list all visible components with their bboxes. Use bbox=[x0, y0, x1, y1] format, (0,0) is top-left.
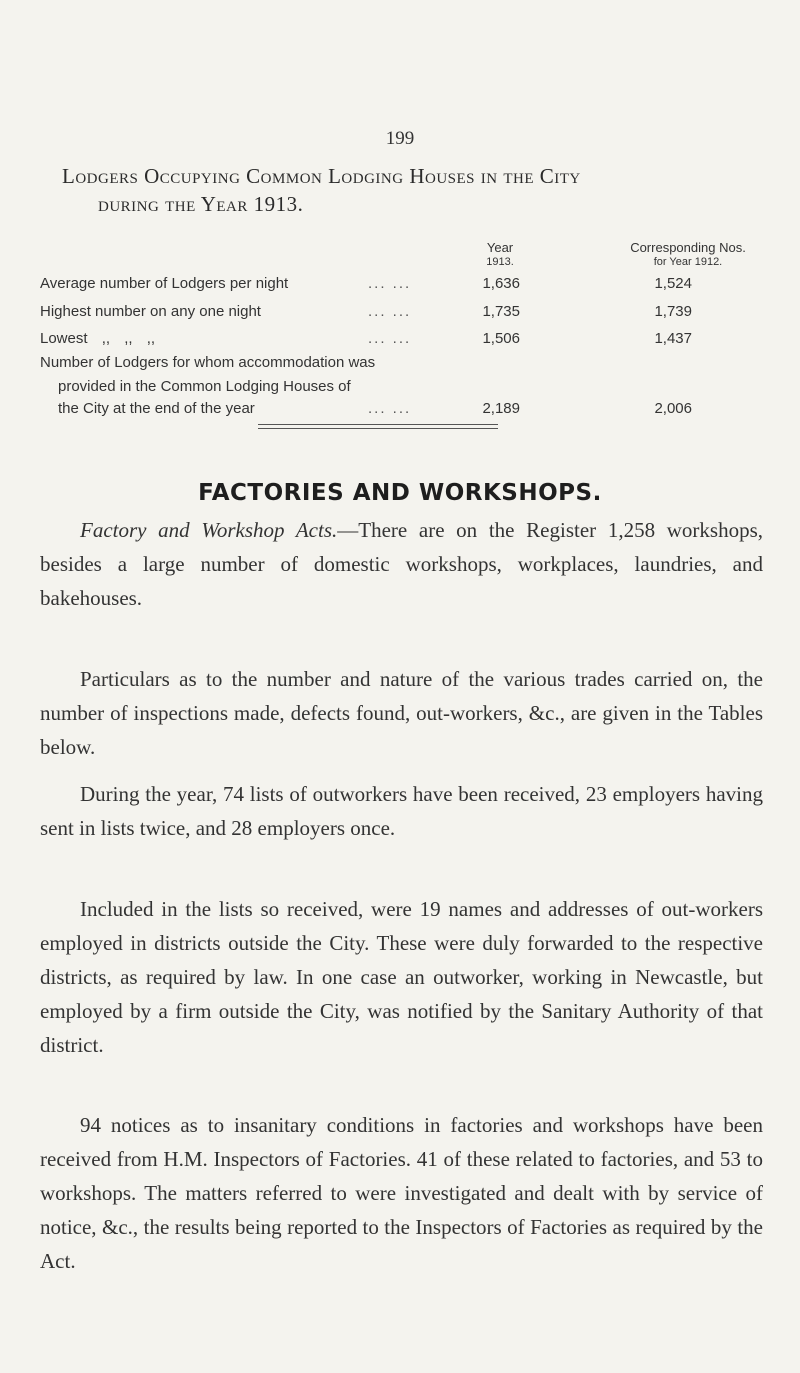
row-accommodation-label-2: provided in the Common Lodging Houses of bbox=[58, 378, 351, 395]
paragraph-1-text: —There are on the Register 1,258 workshops, besides a large number of domestic workshops, workplaces, laundries, and bakehouses. bbox=[40, 518, 763, 610]
row-highest-dots: ... ... bbox=[368, 303, 412, 320]
col-header-1912 bbox=[608, 240, 768, 270]
paragraph-4: Included in the lists so received, were 19 names and addresses of out-workers employed in districts outside the City. These were duly forwarded to the respective districts, as required by law. In one case an outworker, working in Newcastle, but employed by a firm outside the City, was notified by the Sanitary Authority of that district. bbox=[40, 897, 763, 1057]
section-divider bbox=[258, 424, 498, 429]
row-lowest-label: Lowest ,, ,, ,, bbox=[40, 330, 156, 347]
row-highest-1913: 1,735 bbox=[482, 303, 520, 320]
row-highest-label: Highest number on any one night bbox=[40, 303, 261, 320]
row-accommodation-label-1: Number of Lodgers for whom accommodation was bbox=[40, 354, 376, 371]
col-header-1912-line1: Corresponding Nos. bbox=[630, 240, 746, 255]
heading-line-1: Lodgers Occupying Common Lodging Houses in the City bbox=[62, 164, 581, 188]
paragraph-3: During the year, 74 lists of outworkers have been received, 23 employers having sent in lists twice, and 28 employers once. bbox=[40, 782, 763, 840]
row-lowest-dots: ... ... bbox=[368, 330, 412, 347]
row-lowest-1913: 1,506 bbox=[482, 330, 520, 347]
row-accommodation-dots: ... ... bbox=[368, 400, 412, 417]
row-average-dots: ... ... bbox=[368, 275, 412, 292]
paragraph-1 bbox=[40, 513, 763, 615]
paragraph-2: Particulars as to the number and nature of the various trades carried on, the number of inspections made, defects found, out-workers, &c., are given in the Tables below. bbox=[40, 667, 763, 759]
row-average-1912: 1,524 bbox=[654, 275, 692, 292]
paragraph-1-title: Factory and Workshop Acts. bbox=[80, 518, 338, 542]
col-header-1912-line2: for Year 1912. bbox=[653, 256, 723, 268]
row-lowest-1912: 1,437 bbox=[654, 330, 692, 347]
col-header-1913 bbox=[470, 240, 530, 270]
paragraph-5: 94 notices as to insanitary conditions in factories and workshops have been received from H.M. Inspectors of Factories. 41 of these related to factories, and 53 to workshops. The matters referred to were investigated and dealt with by service of notice, &c., the results being reported to the Inspectors of Factories as required by the Act. bbox=[40, 1113, 763, 1273]
page-number: 199 bbox=[385, 128, 415, 149]
heading-line-2: during the Year 1913. bbox=[98, 192, 304, 216]
row-accommodation-label-3: the City at the end of the year bbox=[58, 400, 255, 417]
row-accommodation-1913: 2,189 bbox=[482, 400, 520, 417]
col-header-1913-line1: Year bbox=[486, 240, 514, 255]
section-title: FACTORIES AND WORKSHOPS. bbox=[198, 480, 602, 506]
row-average-label: Average number of Lodgers per night bbox=[40, 275, 289, 292]
row-accommodation-1912: 2,006 bbox=[654, 400, 692, 417]
col-header-1913-line2: 1913. bbox=[486, 256, 514, 268]
row-average-1913: 1,636 bbox=[482, 275, 520, 292]
row-highest-1912: 1,739 bbox=[654, 303, 692, 320]
